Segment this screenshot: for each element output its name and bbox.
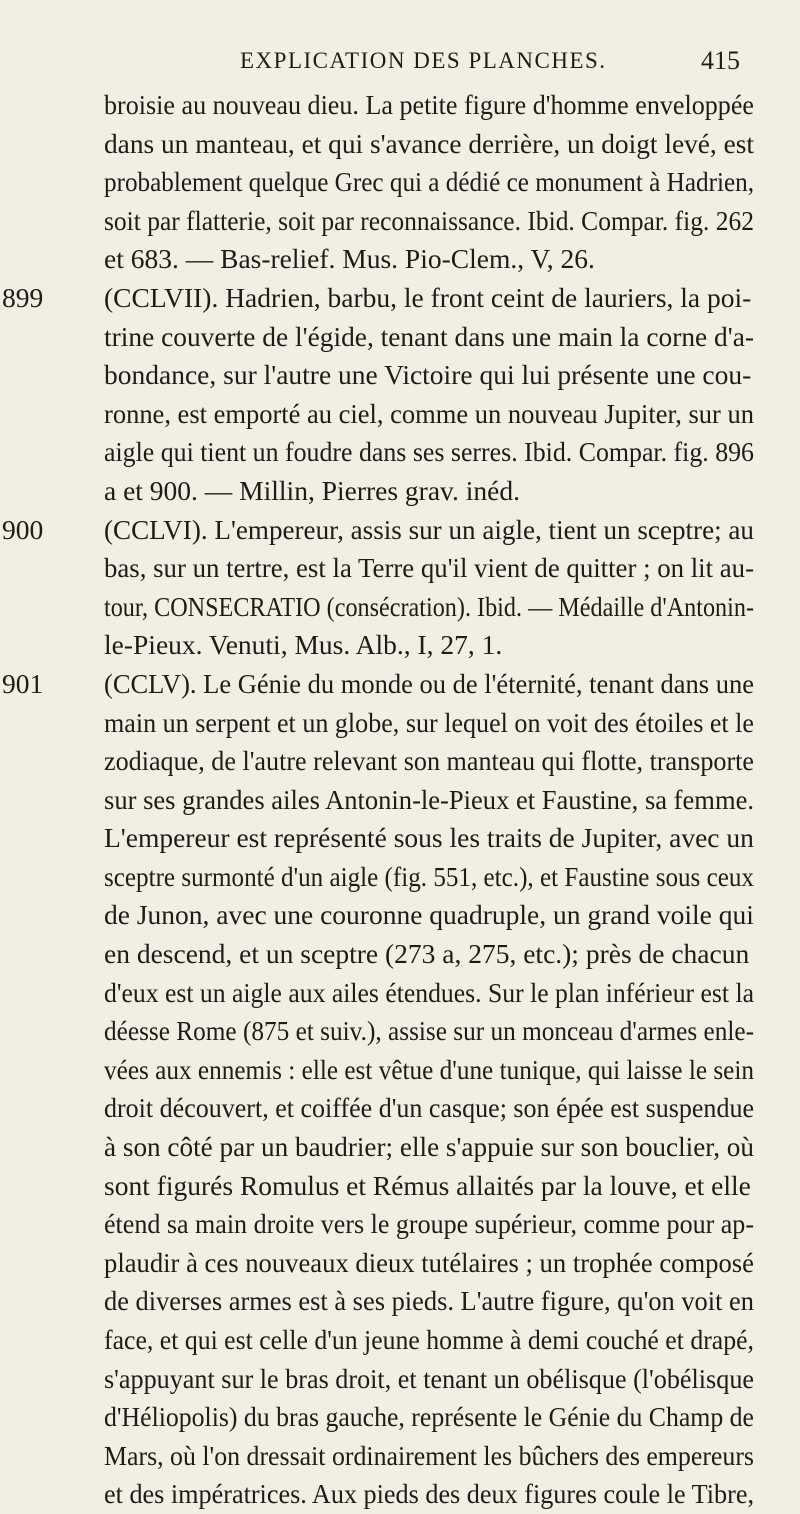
line-text: aigle qui tient un foudre dans ses serres. Ibid. Compar. fig. 896 (104, 436, 754, 468)
text-line (104, 858, 764, 897)
entry-number: 901 (2, 667, 44, 699)
line-text: et des impératrices. Aux pieds des deux figures coule le Tibre, (104, 1478, 754, 1510)
text-line (104, 1128, 764, 1167)
line-text: soit par flatterie, soit par reconnaissance. Ibid. Compar. fig. 262 (104, 204, 754, 236)
text-line (104, 318, 764, 357)
text-line (104, 1012, 764, 1051)
line-text: a et 900. — Millin, Pierres grav. inéd. (104, 474, 520, 506)
line-text: sceptre surmonté d'un aigle (fig. 551, etc.), et Faustine sous ceux (104, 860, 754, 892)
text-line (104, 163, 764, 202)
text-line (104, 1475, 764, 1514)
line-text: zodiaque, de l'autre relevant son manteau qui flotte, transporte (104, 745, 754, 777)
text-line (104, 1167, 764, 1206)
line-text: bas, sur un tertre, est la Terre qu'il vient de quitter ; on lit au- (104, 552, 754, 584)
line-text: probablement quelque Grec qui a dédié ce monument à Hadrien, (104, 166, 754, 198)
page-number: 415 (701, 46, 740, 75)
line-text: d'Héliopolis) du bras gauche, représente le Génie du Champ de (104, 1401, 754, 1433)
line-text: tour, CONSECRATIO (consécration). Ibid. — Médaille d'Antonin- (104, 590, 754, 622)
text-line (2, 665, 764, 704)
text-line (2, 511, 764, 550)
line-text: dans un manteau, et qui s'avance derrière, un doigt levé, est (104, 127, 754, 159)
line-text: vées aux ennemis : elle est vêtue d'une tunique, qui laisse le sein (104, 1053, 754, 1085)
text-line (104, 1089, 764, 1128)
line-text: broisie au nouveau dieu. La petite figure d'homme enveloppée (104, 89, 754, 120)
text-line (104, 433, 764, 472)
body-text (2, 86, 764, 1514)
line-text: main un serpent et un globe, sur lequel on voit des étoiles et le (104, 706, 754, 738)
line-text: trine couverte de l'égide, tenant dans une main la corne d'a- (104, 320, 754, 352)
text-line (104, 240, 764, 279)
text-line (2, 279, 764, 318)
line-text: (CCLVI). L'empereur, assis sur un aigle, tient un sceptre; au (104, 513, 754, 545)
line-text: sur ses grandes ailes Antonin-le-Pieux et Faustine, sa femme. (104, 783, 754, 815)
text-line (104, 549, 764, 588)
text-line (104, 1321, 764, 1360)
text-line (104, 896, 764, 935)
text-line (104, 395, 764, 434)
text-line (104, 1360, 764, 1399)
text-line (104, 86, 764, 125)
text-line (104, 1244, 764, 1283)
line-text: déesse Rome (875 et suiv.), assise sur un monceau d'armes enle- (104, 1015, 754, 1047)
text-line (104, 356, 764, 395)
text-line (104, 819, 764, 858)
line-text: s'appuyant sur le bras droit, et tenant un obélisque (l'obélisque (104, 1362, 754, 1394)
line-text: (CCLVII). Hadrien, barbu, le front ceint de lauriers, la poi- (104, 281, 752, 313)
entry-number: 900 (2, 513, 44, 545)
line-text: bondance, sur l'autre une Victoire qui lui présente une cou- (104, 359, 752, 391)
text-line (104, 1205, 764, 1244)
text-line (104, 1398, 764, 1437)
line-text: en descend, et un sceptre (273 a, 275, etc.); près de chacun (104, 938, 750, 970)
text-line (104, 1282, 764, 1321)
line-text: d'eux est un aigle aux ailes étendues. Sur le plan inférieur est la (104, 976, 754, 1008)
text-line (104, 202, 764, 241)
line-text: plaudir à ces nouveaux dieux tutélaires ; un trophée composé (104, 1246, 754, 1278)
text-line (104, 125, 764, 164)
line-text: (CCLV). Le Génie du monde ou de l'éternité, tenant dans une (104, 667, 754, 699)
text-line (104, 974, 764, 1013)
text-line (104, 626, 764, 665)
text-line (104, 742, 764, 781)
text-line (104, 781, 764, 820)
line-text: à son côté par un baudrier; elle s'appuie sur son bouclier, où (104, 1131, 754, 1163)
header-title: EXPLICATION DES PLANCHES. (240, 48, 607, 73)
line-text: ronne, est emporté au ciel, comme un nouveau Jupiter, sur un (104, 397, 754, 429)
line-text: de diverses armes est à ses pieds. L'autre figure, qu'on voit en (104, 1285, 754, 1317)
running-header (240, 48, 740, 74)
text-line (104, 1437, 764, 1476)
text-line (104, 935, 764, 974)
line-text: sont figurés Romulus et Rémus allaités par la louve, et elle (104, 1169, 751, 1201)
line-text: droit découvert, et coiffée d'un casque; son épée est suspendue (104, 1092, 754, 1124)
line-text: étend sa main droite vers le groupe supérieur, comme pour ap- (104, 1208, 754, 1240)
text-line (104, 588, 764, 627)
text-line (104, 472, 764, 511)
line-text: face, et qui est celle d'un jeune homme à demi couché et drapé, (104, 1324, 754, 1355)
entry-number: 899 (2, 281, 44, 313)
line-text: de Junon, avec une couronne quadruple, un grand voile qui (104, 899, 754, 931)
line-text: le-Pieux. Venuti, Mus. Alb., I, 27, 1. (104, 629, 503, 661)
text-line (104, 1051, 764, 1090)
text-line (104, 704, 764, 743)
line-text: Mars, où l'on dressait ordinairement les bûchers des empereurs (104, 1439, 754, 1471)
line-text: L'empereur est représenté sous les traits de Jupiter, avec un (104, 822, 754, 854)
line-text: et 683. — Bas-relief. Mus. Pio-Clem., V, 26. (104, 243, 595, 275)
